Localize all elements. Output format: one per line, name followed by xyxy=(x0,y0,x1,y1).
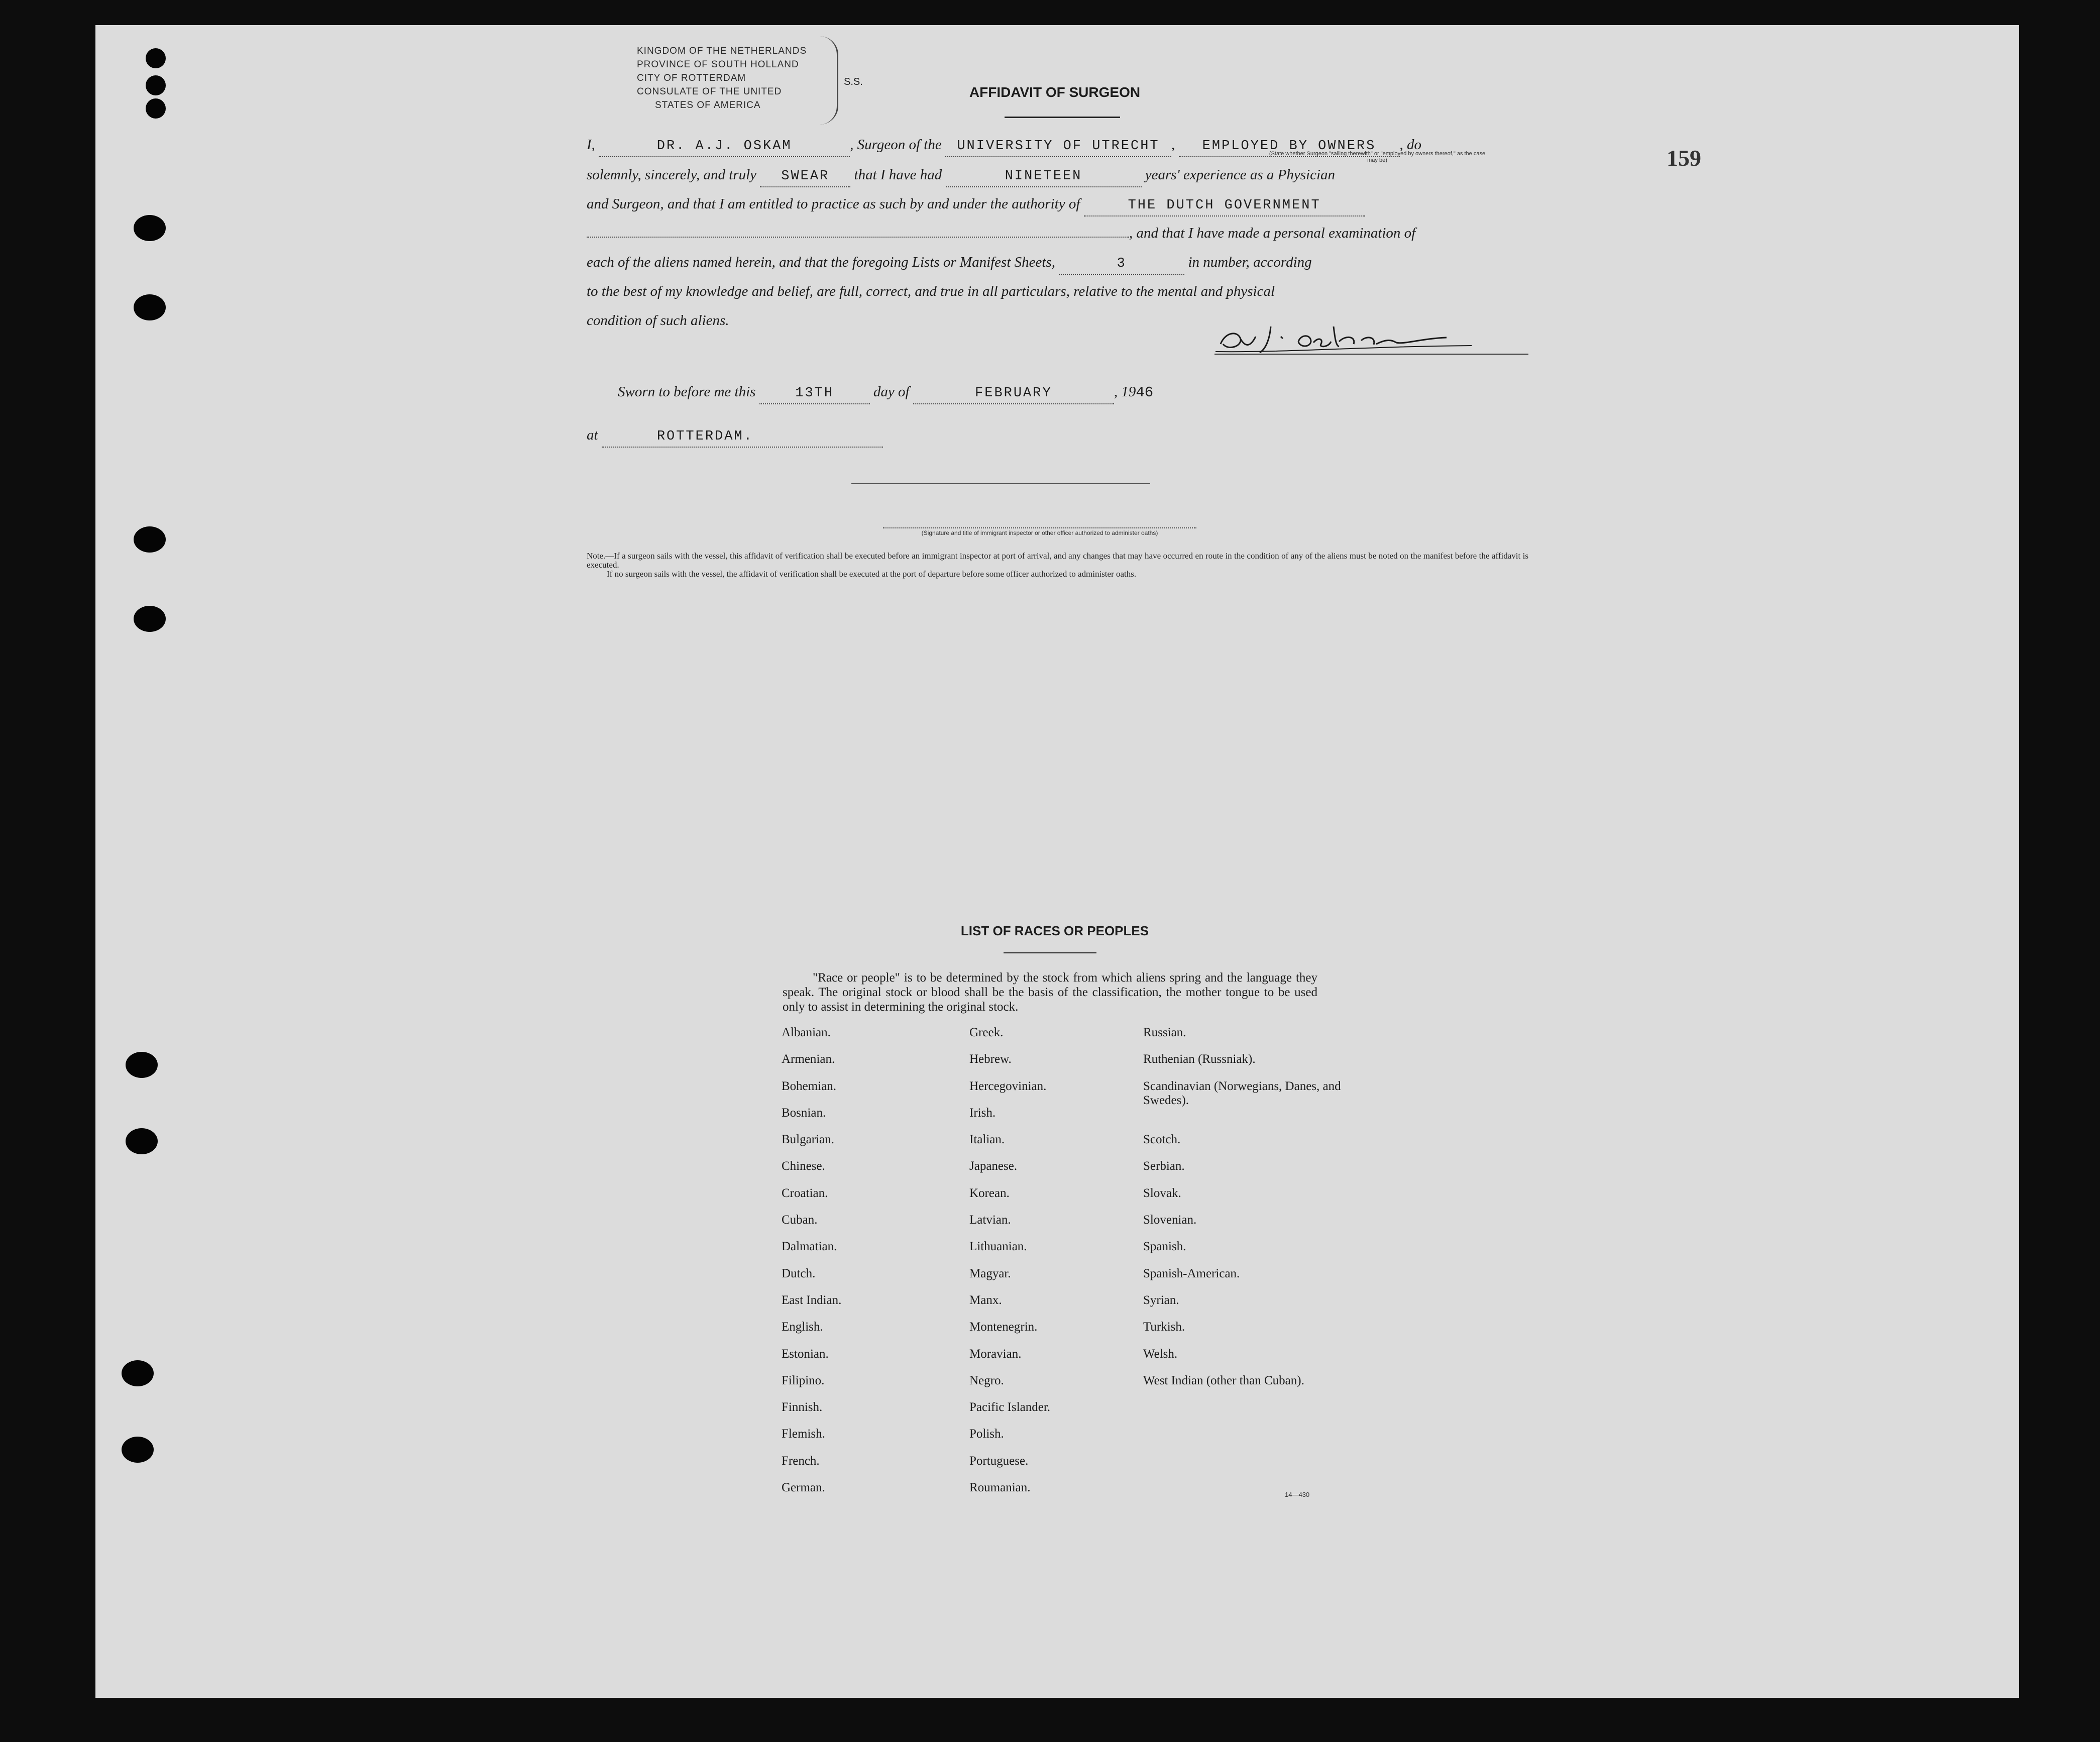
stamp-brace xyxy=(820,36,838,125)
race-item: German. xyxy=(782,1481,825,1495)
race-item: Spanish. xyxy=(1143,1240,1186,1254)
race-item: Syrian. xyxy=(1143,1293,1179,1307)
officer-title-line xyxy=(883,526,1196,528)
race-item: East Indian. xyxy=(782,1293,842,1307)
text: years' experience as a Physician xyxy=(1145,167,1336,183)
month-field: FEBRUARY xyxy=(913,383,1114,404)
text: Sworn to before me this xyxy=(618,384,756,400)
note-paragraph-1: Note.—If a surgeon sails with the vessel, this affidavit of verification shall be executed before an immigrant inspector at port of arrival, and any changes that may have occurred en route in the condition of any of the aliens must be noted on the manifest before the affidavit is executed. xyxy=(587,551,1528,570)
affidavit-line-4 xyxy=(587,223,1528,243)
year-field: 46 xyxy=(1136,384,1154,401)
employment-note: (State whether Surgeon "sailing therewith" or "employed by owners thereof," as the case may be) xyxy=(1269,151,1486,163)
punch-hole xyxy=(146,48,166,68)
race-item: Roumanian. xyxy=(969,1481,1031,1495)
race-item: Negro. xyxy=(969,1373,1004,1387)
race-item: Japanese. xyxy=(969,1159,1018,1173)
surgeon-signature-line xyxy=(1214,353,1528,355)
text: , and that I have made a personal examination of xyxy=(1129,225,1416,241)
affidavit-line-7: condition of such aliens. xyxy=(587,312,729,329)
affidavit-title: AFFIDAVIT OF SURGEON xyxy=(969,84,1141,100)
affidavit-line-6: to the best of my knowledge and belief, are full, correct, and true in all particulars, relative to the mental and physical xyxy=(587,283,1275,299)
affidavit-line-2 xyxy=(587,165,1528,187)
text: in number, according xyxy=(1188,254,1312,270)
race-item: Armenian. xyxy=(782,1052,835,1066)
race-item: Latvian. xyxy=(969,1213,1011,1227)
punch-hole xyxy=(134,215,166,241)
stamp-line: CITY OF ROTTERDAM xyxy=(637,73,746,83)
officer-signature-line xyxy=(851,482,1150,484)
race-item: Spanish-American. xyxy=(1143,1266,1240,1280)
affidavit-line-3 xyxy=(587,194,1528,216)
race-item: English. xyxy=(782,1320,823,1334)
affidavit-line-5 xyxy=(587,252,1528,275)
race-item: Greek. xyxy=(969,1026,1004,1039)
authority-field: THE DUTCH GOVERNMENT xyxy=(1084,195,1365,216)
sheets-field: 3 xyxy=(1059,254,1184,275)
race-item: Dalmatian. xyxy=(782,1240,837,1254)
punch-hole xyxy=(122,1360,154,1386)
sworn-line xyxy=(618,382,1560,404)
surgeon-name-field: DR. A.J. OSKAM xyxy=(599,136,850,157)
races-column-2 xyxy=(969,1026,1050,1507)
race-item: Portuguese. xyxy=(969,1454,1029,1468)
races-intro: "Race or people" is to be determined by the stock from which aliens spring and the language they speak. The original stock or blood shall be the basis of the classification, the mother tongue to be used only to assist in determining the original stock. xyxy=(783,971,1317,1014)
races-column-1 xyxy=(782,1026,841,1507)
race-item: Hebrew. xyxy=(969,1052,1012,1066)
races-title: LIST OF RACES OR PEOPLES xyxy=(960,923,1149,938)
title-rule xyxy=(1005,117,1120,118)
race-item: Cuban. xyxy=(782,1213,818,1227)
authority-continued-field xyxy=(587,237,1129,238)
race-item: Bohemian. xyxy=(782,1079,837,1093)
race-item: Slovenian. xyxy=(1143,1213,1197,1227)
text: , Surgeon of the xyxy=(850,137,942,153)
stamp-line: CONSULATE OF THE UNITED xyxy=(637,86,782,97)
punch-hole xyxy=(146,75,166,95)
text: each of the aliens named herein, and that the foregoing Lists or Manifest Sheets, xyxy=(587,254,1055,270)
affidavit-note xyxy=(587,552,1528,579)
day-field: 13TH xyxy=(759,383,870,404)
note-paragraph-2: If no surgeon sails with the vessel, the affidavit of verification shall be executed at the port of departure before some officer authorized to administer oaths. xyxy=(607,569,1137,579)
race-item: Hercegovinian. xyxy=(969,1079,1047,1093)
races-title-rule xyxy=(1004,952,1096,953)
employer-field: UNIVERSITY OF UTRECHT xyxy=(945,136,1171,157)
race-item: Serbian. xyxy=(1143,1159,1185,1173)
punch-hole xyxy=(146,98,166,119)
text: that I have had xyxy=(854,167,942,183)
text: I, xyxy=(587,137,595,153)
race-item: Lithuanian. xyxy=(969,1240,1027,1254)
race-item: Turkish. xyxy=(1143,1320,1185,1334)
place-line xyxy=(587,425,1528,448)
punch-hole xyxy=(134,606,166,632)
race-item: Slovak. xyxy=(1143,1186,1181,1200)
years-field: NINETEEN xyxy=(946,166,1142,187)
text: , 19 xyxy=(1114,384,1136,400)
race-item: Scotch. xyxy=(1143,1133,1181,1147)
race-item: Italian. xyxy=(969,1133,1005,1147)
race-item: Moravian. xyxy=(969,1347,1022,1361)
race-item: Pacific Islander. xyxy=(969,1400,1051,1414)
document-page xyxy=(95,25,2019,1698)
page-number: 159 xyxy=(1667,145,1701,171)
text: solemnly, sincerely, and truly xyxy=(587,167,757,183)
text: , do xyxy=(1399,137,1421,153)
punch-hole xyxy=(134,526,166,553)
stamp-ss: S.S. xyxy=(844,76,863,87)
race-item: Finnish. xyxy=(782,1400,823,1414)
race-item: Albanian. xyxy=(782,1026,831,1039)
races-column-3 xyxy=(1143,1026,1344,1400)
text: day of xyxy=(873,384,910,400)
stamp-line: KINGDOM OF THE NETHERLANDS xyxy=(637,46,807,56)
race-item: Manx. xyxy=(969,1293,1002,1307)
place-field: ROTTERDAM. xyxy=(602,426,883,448)
race-item: Ruthenian (Russniak). xyxy=(1143,1052,1256,1066)
race-item: Croatian. xyxy=(782,1186,828,1200)
race-item: Estonian. xyxy=(782,1347,829,1361)
race-item: Bulgarian. xyxy=(782,1133,834,1147)
race-item: West Indian (other than Cuban). xyxy=(1143,1373,1304,1387)
employment-field: EMPLOYED BY OWNERS xyxy=(1179,136,1400,157)
punch-hole xyxy=(134,294,166,320)
text: at xyxy=(587,427,598,443)
stamp-line: STATES OF AMERICA xyxy=(655,100,761,111)
race-item: Flemish. xyxy=(782,1427,825,1441)
race-item: Bosnian. xyxy=(782,1106,826,1120)
officer-signature-caption: (Signature and title of immigrant inspector or other officer authorized to administer oaths) xyxy=(921,529,1158,536)
race-item: Russian. xyxy=(1143,1026,1186,1039)
race-item: Chinese. xyxy=(782,1159,825,1173)
text: , xyxy=(1171,137,1175,153)
race-item: Dutch. xyxy=(782,1266,816,1280)
race-item: Korean. xyxy=(969,1186,1010,1200)
race-item: Welsh. xyxy=(1143,1347,1178,1361)
text: and Surgeon, and that I am entitled to practice as such by and under the authority of xyxy=(587,196,1080,212)
oath-field: SWEAR xyxy=(760,166,850,187)
consulate-stamp xyxy=(637,44,823,112)
race-item: Montenegrin. xyxy=(969,1320,1038,1334)
race-item: Magyar. xyxy=(969,1266,1011,1280)
race-item: Irish. xyxy=(969,1106,996,1120)
surgeon-signature xyxy=(1210,316,1532,357)
race-item: French. xyxy=(782,1454,820,1468)
form-number: 14—430 xyxy=(1285,1491,1310,1498)
punch-hole xyxy=(122,1437,154,1463)
punch-hole xyxy=(126,1128,158,1154)
race-item: Scandinavian (Norwegians, Danes, and Swedes). xyxy=(1143,1079,1341,1107)
stamp-line: PROVINCE OF SOUTH HOLLAND xyxy=(637,59,799,70)
punch-hole xyxy=(126,1052,158,1078)
race-item: Polish. xyxy=(969,1427,1004,1441)
race-item: Filipino. xyxy=(782,1373,825,1387)
